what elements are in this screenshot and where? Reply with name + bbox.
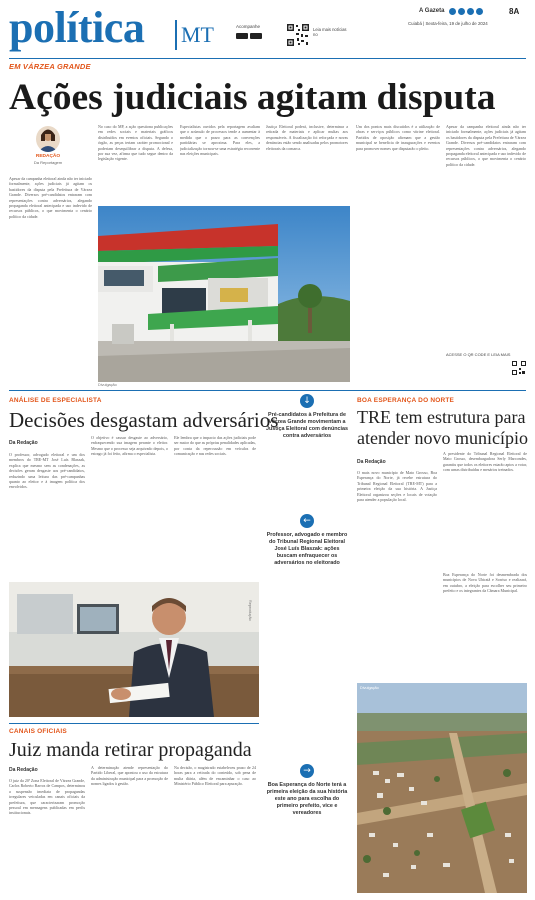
- tre-byline: Da Redação: [357, 459, 386, 465]
- author-avatar: [36, 126, 60, 152]
- promo-label: Acompanhe: [236, 24, 261, 29]
- social-icons: [449, 8, 483, 15]
- tre-caption-block: [264, 764, 350, 884]
- lead-column-4: Justiça Eleitoral poderá, inclusive, determinar a retirada de materiais e aplicar multas aos responsáveis. A fiscalização foi reforçada e novas denúncias estão sendo analisadas pelos promotores eleitorais da comarca.: [266, 124, 348, 151]
- paper-name: A Gazeta: [419, 8, 445, 14]
- lead-headline: Ações judiciais agitam disputa: [9, 77, 496, 118]
- lead-column-5: Um dos pontos mais discutidos é a utilização de obras e serviços públicos como vitrine eleitoral. Partidos de oposição afirmam que a gestão municipal se beneficia de inaugurações e eventos para promover nomes que disputarão o pleito.: [356, 124, 440, 151]
- tre-caption: Boa Esperança do Norte terá a primeira eleição da sua história este ano para escolha do primeiro prefeito, vice e vereadores: [266, 782, 348, 816]
- facebook-icon[interactable]: [449, 8, 456, 15]
- play-store-icon[interactable]: [250, 33, 262, 39]
- judge-photo: [9, 582, 259, 717]
- qr-code-icon[interactable]: [286, 23, 310, 47]
- judge-column-1: O juiz da 20ª Zona Eleitoral de Várzea Grande, Carlos Roberto Barros de Campos, determinou a suspensão imediata de propagandas irregulares veiculadas em canais oficiais da prefeitura, que caracterizaram promoção pessoal em mensagens publicadas em perfis institucionais.: [9, 778, 85, 816]
- promo-app-icons: [236, 33, 280, 39]
- promo-text: Leia mais notícias no: [313, 27, 347, 37]
- judge-kicker: CANAIS OFICIAIS: [9, 728, 67, 735]
- x-icon[interactable]: [467, 8, 474, 15]
- masthead: [0, 0, 535, 58]
- lead-photo: [98, 206, 350, 382]
- judge-top-rule: [9, 723, 259, 724]
- analysis-sidebar: [264, 394, 350, 764]
- analysis-headline: Decisões desgastam adversários: [9, 408, 279, 432]
- aerial-photo-credit: Divulgação: [360, 686, 379, 690]
- judge-photo-credit: Reprodução: [248, 600, 252, 621]
- instagram-icon[interactable]: [458, 8, 465, 15]
- judge-headline: Juiz manda retirar propaganda: [9, 739, 252, 761]
- author-name: REDAÇÃO: [35, 154, 61, 159]
- judge-column-2: A determinação atende representação do Partido Liberal, que apontou o uso da estrutura da administração municipal para a promoção de nomes ligados à gestão.: [91, 765, 168, 787]
- aerial-photo: [357, 683, 527, 893]
- lead-kicker: EM VÁRZEA GRANDE: [9, 62, 91, 71]
- arrow-right-icon: →: [300, 764, 314, 778]
- tre-headline: [357, 407, 529, 449]
- app-store-icon[interactable]: [236, 33, 248, 39]
- section-divider: [175, 20, 177, 50]
- promo-box: [236, 24, 280, 46]
- lead-column-3: Especialistas ouvidos pela reportagem avaliam que o acúmulo de processos tende a aumentar à medida que o prazo para as convenções partidárias se aproxima. Para eles, a judicialização tornou-se uma estratégia recorrente nas eleições municipais.: [180, 124, 260, 157]
- tre-column-2: A presidente do Tribunal Regional Eleitoral de Mato Grosso, desembargadora Serly Marcondes, garantiu que todos os eleitores estarão aptos a votar, com urnas distribuídas e mesários treinados.: [443, 451, 527, 473]
- analysis-byline: Da Redação: [9, 440, 38, 446]
- lead-qr-note: ACESSE O QR CODE E LEIA MAIS: [446, 352, 511, 357]
- tre-column-1: O mais novo município de Mato Grosso, Boa Esperança do Norte, já recebe estrutura do Tribunal Regional Eleitoral (TRE-MT) para a primeira eleição da sua história. A Justiça Eleitoral organizou seções e locais de votação para atender a população local.: [357, 470, 437, 503]
- lead-bottom-rule: [9, 390, 526, 391]
- page-number: 8A: [509, 7, 520, 16]
- analysis-quote-2: Professor, advogado e membro do Tribunal Regional Eleitoral José Luís Blaszak: ações buscam enfraquecer os adversários no eleitorado: [266, 532, 348, 566]
- analysis-column-1: O professor, advogado eleitoral e um dos membros do TRE-MT José Luís Blaszak, explica que mesmo sem as condenações, as decisões geram desgaste aos pré-candidatos, reduzindo uma leitura das pré-campanhas quanto ao eleitor e à imagem política dos envolvidos.: [9, 452, 85, 490]
- author-role: Da Reportagem: [33, 160, 63, 165]
- lead-photo-credit: Divulgação: [98, 383, 117, 387]
- analysis-column-2: O objetivo é causar desgaste ao adversário, enfraquecendo sua imagem perante o eleitor. Mesmo que o processo seja arquivado depois, o estrago já foi feito, afirma o especialista.: [91, 435, 168, 457]
- lead-qr-icon[interactable]: [511, 360, 527, 376]
- arrow-down-icon: ↓: [300, 394, 314, 408]
- region-label: MT: [181, 22, 214, 47]
- analysis-column-3: Ele lembra que o impacto das ações judiciais pode ser maior do que as próprias penalidades aplicadas, por conta da repercussão em veículos de comunicação e nas redes sociais.: [174, 435, 256, 457]
- analysis-kicker: ANÁLISE DE ESPECIALISTA: [9, 397, 102, 404]
- arrow-left-icon: ←: [300, 514, 314, 528]
- judge-column-3: Na decisão, o magistrado estabeleceu prazo de 24 horas para a retirada do conteúdo, sob pena de multa diária, além de encaminhar o caso ao Ministério Público Eleitoral para apuração.: [174, 765, 256, 787]
- dateline: Cuiabá | Sexta-feira, 19 de julho de 2024: [408, 21, 488, 26]
- lead-column-6: Apesar da campanha eleitoral ainda não ter iniciado formalmente, ações judiciais já agitam os bastidores da disputa pela Prefeitura de Várzea Grande. Diversos pré-candidatos entraram com representações contra adversários, alegando propaganda eleitoral antecipada e uso indevido de recursos públicos, o que movimenta o cenário político da cidade.: [446, 124, 526, 167]
- tre-column-3: Boa Esperança do Norte foi desmembrada dos municípios de Nova Ubiratã e Sorriso e realizará, em outubro, a eleição para escolher seu primeiro prefeito e os integrantes da Câmara Municipal.: [443, 572, 527, 594]
- tre-kicker: BOA ESPERANÇA DO NORTE: [357, 397, 455, 404]
- judge-byline: Da Redação: [9, 767, 38, 773]
- masthead-rule: [9, 58, 526, 59]
- lead-column-1: Apesar da campanha eleitoral ainda não ter iniciado formalmente, ações judiciais já agitam os bastidores da disputa pela Prefeitura de Várzea Grande. Diversos pré-candidatos entraram com representações contra adversários, alegando propaganda eleitoral antecipada e uso indevido de recursos públicos, o que movimenta o cenário político da cidade.: [9, 176, 92, 219]
- section-title: política: [9, 3, 145, 52]
- youtube-icon[interactable]: [476, 8, 483, 15]
- analysis-quote-1: Pré-candidatos à Prefeitura de Várzea Grande movimentam a Justiça Eleitoral com denúncias contra adversários: [265, 412, 349, 439]
- lead-column-2: No caso do MP, a ação questiona publicações em redes sociais e materiais gráficos distribuídos em eventos oficiais. Segundo o órgão, as peças teriam caráter promocional e poderiam desequilibrar a disputa. A defesa, por sua vez, afirma que tudo segue dentro da legislação vigente.: [98, 124, 173, 162]
- tre-headline-text: TRE tem estrutura para atender novo município: [357, 407, 528, 448]
